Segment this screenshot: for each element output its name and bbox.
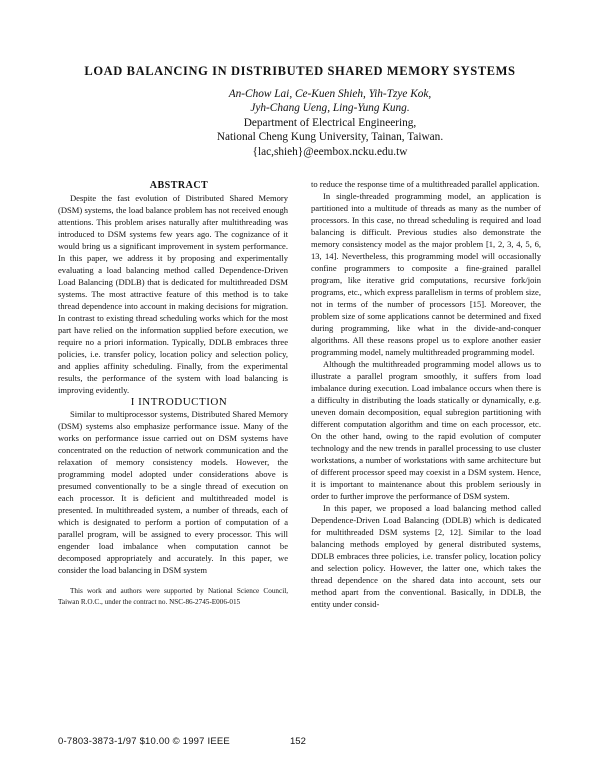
- introduction-paragraph: Similar to multiprocessor systems, Distributed Shared Memory (DSM) systems also emphasize performance issue. Many of the works on performance issue carried out on DSM systems have concentrated on the reduction of network communication and the relaxation of memory consistency models. However, the programming model adopted under considerations above is presumed conventionally to be a single thread of execution on each processor. It is deficient and multithreaded model is presented. In multithreaded system, a number of threads, each of which is designated to perform a portion of computation of a parallel program, will be assigned to every processor. This will engender load imbalance when computation cannot be decomposed appropriately and accurately. In this paper, we consider the load balancing in DSM system: [58, 409, 288, 575]
- abstract-heading: ABSTRACT: [149, 180, 209, 191]
- affiliation-line-2: National Cheng Kung University, Tainan, Taiwan.: [216, 131, 444, 144]
- right-paragraph-1: In single-threaded programming model, an application is partitioned into a multitude of threads as many as the number of processors. In this case, no thread scheduling is required and load balancing is difficult. Previous studies also demonstrate the memory consistency model as the major problem [1, 2, 3, 4, 5, 6, 13, 14]. Nevertheless, this programming model will occasionally confine programmers to composite a fine-grained parallel program, like iterative grid computations, recursive fork/join programs, etc., which express parallelism in terms of problem size, not in terms of the number of processors [15]. Moreover, the problem size of some applications cannot be determined and fixed during programming, like what in the divide-and-conquer algorithms. All these reasons propel us to explore another easier programming model, namely multithreaded programming model.: [311, 191, 541, 357]
- affiliation-line-1: Department of Electrical Engineering,: [243, 116, 417, 129]
- abstract-text: Despite the fast evolution of Distributed Shared Memory (DSM) systems, the load balance problem has not received enough attentions. This problem arises naturally after multithreading was introduced to DSM systems few years ago. The cognizance of it would bring us a significant improvement in system performance. In this paper, we address it by proposing and experimentally evaluating a load balancing method called Dependence-Driven Load Balancing (DDLB) that is dedicated for multithreaded DSM systems. The most attractive feature of this method is to take thread dependence into account in making decisions for migration. In contrast to existing thread scheduling works which for the most part have relied on the information supplied before execution, we require no a priori information. Typically, DDLB embraces three policies, i.e. transfer policy, location policy and selection policy, and applies affinity scheduling. Finally, from the experimental results, the performance of the system with load balancing is improving evidently.: [58, 193, 288, 395]
- author-email: {lac,shieh}@eembox.ncku.edu.tw: [252, 145, 408, 158]
- introduction-heading: I INTRODUCTION: [130, 396, 228, 408]
- paper-title: LOAD BALANCING IN DISTRIBUTED SHARED MEMORY SYSTEMS: [84, 64, 516, 78]
- page-number: 152: [290, 736, 306, 747]
- author-block: [150, 87, 510, 159]
- right-paragraph-3: In this paper, we proposed a load balancing method called Dependence-Driven Load Balancing (DDLB) which is dedicated for multithreaded DSM systems [2, 12]. Similar to the load balancing methods employed by general distributed systems, DDLB embraces three policies, i.e. transfer policy, location policy and selection policy. However, the latter one, which takes the thread dependence on the shared data into account, sets our method apart from the conventional. Basically, in DDLB, the entity under consid-: [311, 503, 541, 609]
- right-paragraph-2: Although the multithreaded programming model allows us to illustrate a parallel program smoothly, it suffers from load imbalance during execution. Load imbalance occurs when there is a difficulty in distributing the loads statically or dynamically, e.g. uneven domain decomposition, equal subregion partitioning with different computation algorithm and time on each processor, etc. On the other hand, owing to the rapid evolution of computer technology and the new trends in parallel processing to use cluster workstations, a number of workstations with same architecture but of different processor speed may coexist in a DSM system. Hence, it is important to maintenance about this problem seriously in order to further improve the performance of DSM system.: [311, 359, 541, 501]
- authors-line-1: An-Chow Lai, Ce-Kuen Shieh, Yih-Tzye Kok,: [228, 88, 432, 100]
- footnote-text: This work and authors were supported by National Science Council, Taiwan R.O.C., under the contract no. NSC-86-2745-E006-015: [58, 587, 288, 606]
- left-column: [58, 180, 288, 607]
- copyright-line: 0-7803-3873-1/97 $10.00 © 1997 IEEE: [58, 736, 230, 747]
- funding-footnote: [58, 586, 288, 607]
- right-paragraph-0: to reduce the response time of a multithreaded parallel application.: [311, 179, 540, 189]
- right-column: [311, 178, 541, 610]
- authors-line-2: Jyh-Chang Ueng, Ling-Yung Kung.: [250, 102, 410, 115]
